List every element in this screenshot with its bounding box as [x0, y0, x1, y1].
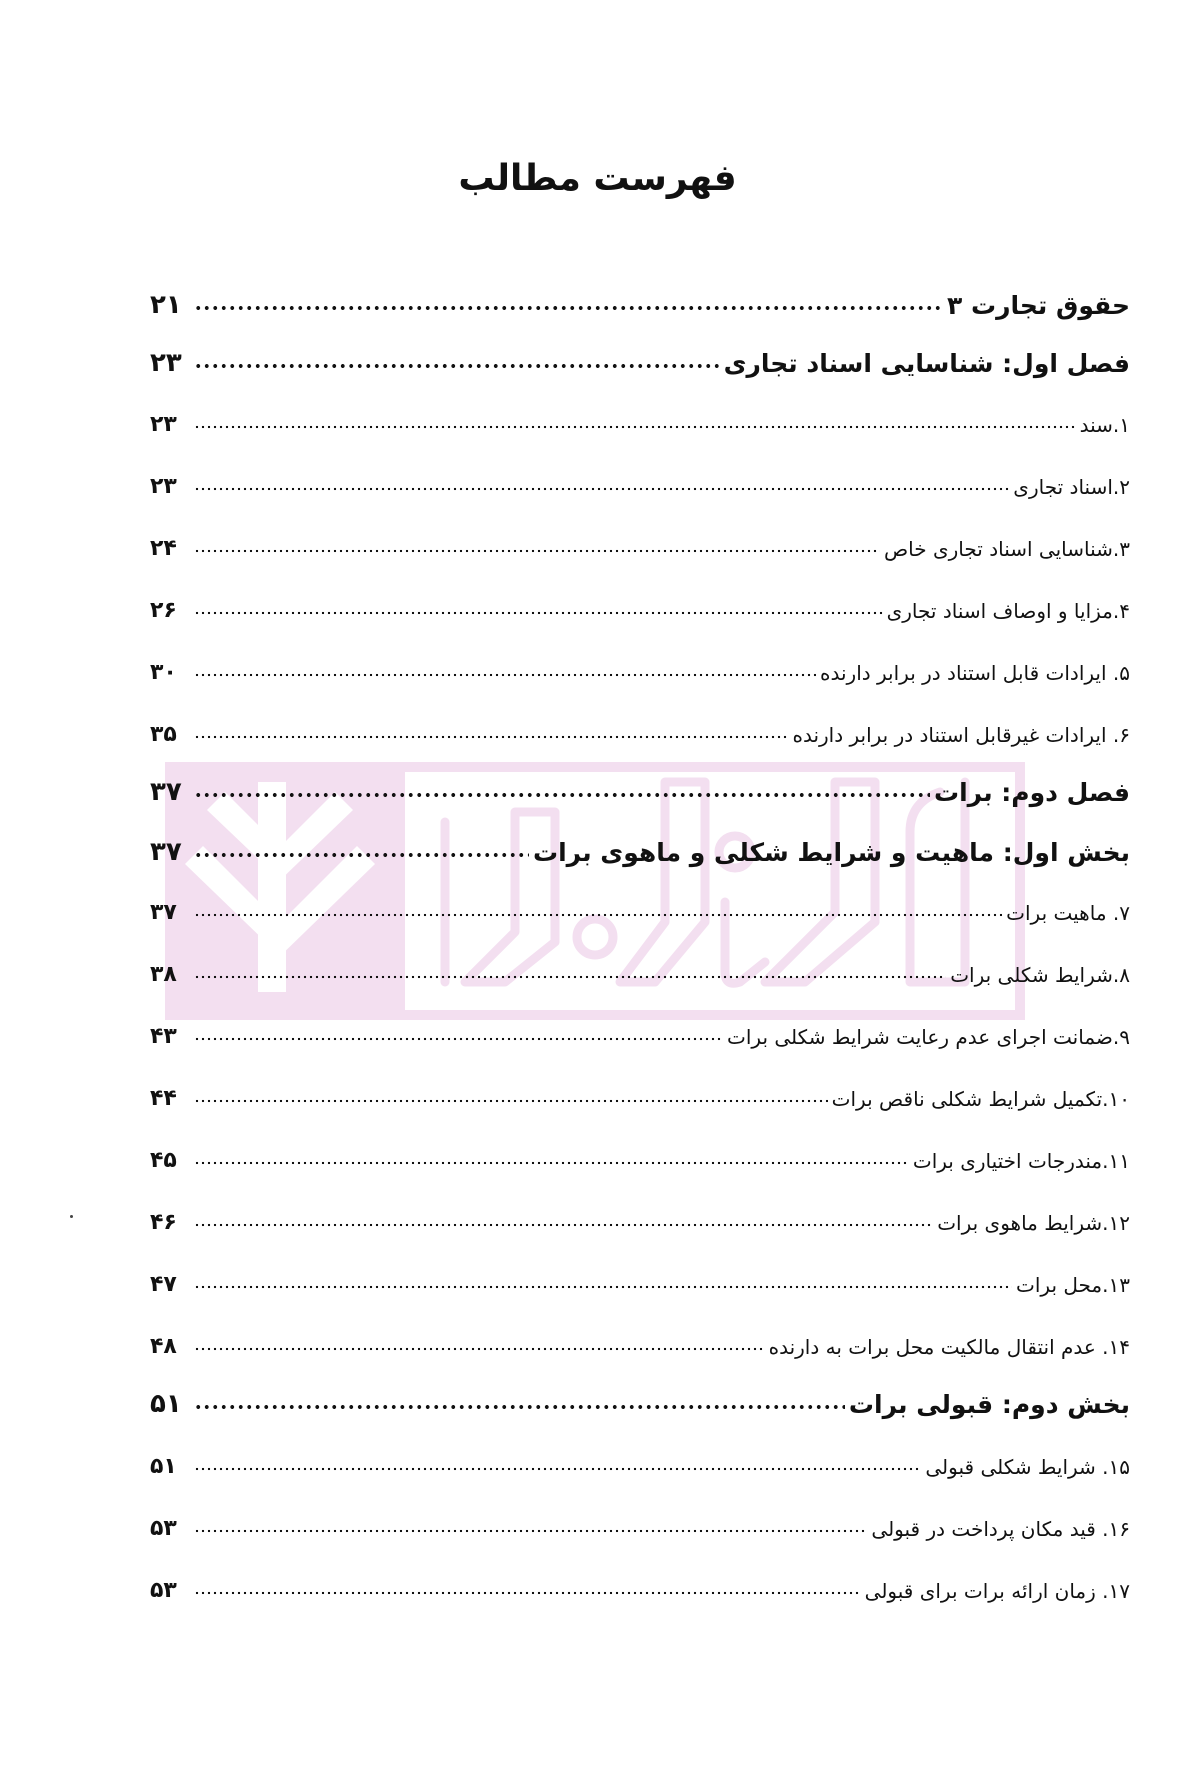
dot-leader [194, 1160, 909, 1166]
entry-title: ۱.سند [1079, 413, 1130, 437]
toc-entry[interactable] [150, 1257, 1130, 1297]
page-number: ۵۱ [150, 1454, 177, 1479]
page-number: ۳۷ [150, 900, 177, 925]
entry-title: ۱۴. عدم انتقال مالکیت محل برات به دارنده [768, 1335, 1130, 1359]
dot-leader [194, 672, 816, 678]
dot-leader [194, 974, 946, 980]
page-number: ۴۸ [150, 1334, 177, 1359]
entry-title: ۱۱.مندرجات اختیاری برات [912, 1149, 1130, 1173]
dot-leader [194, 304, 943, 312]
toc-entry[interactable] [150, 1501, 1130, 1541]
dot-leader [194, 1528, 867, 1534]
page-number: ۵۱ [150, 1389, 182, 1419]
page-number: ۲۳ [150, 412, 177, 437]
entry-title: ۷. ماهیت برات [1006, 901, 1130, 925]
dot-leader [194, 851, 529, 859]
entry-title: ۱۳.محل برات [1016, 1273, 1130, 1297]
entry-title: ۱۶. قید مکان پرداخت در قبولی [871, 1517, 1130, 1541]
entry-title: ۲.اسناد تجاری [1013, 475, 1130, 499]
page-number: ۲۴ [150, 536, 177, 561]
entry-title: ۱۷. زمان ارائه برات برای قبولی [864, 1579, 1130, 1603]
page-number: ۴۳ [150, 1024, 177, 1049]
page-number: ۳۵ [150, 722, 177, 747]
entry-title: بخش اول: ماهیت و شرایط شکلی و ماهوی برات [532, 838, 1130, 867]
dot-leader [194, 1466, 921, 1472]
toc-entry[interactable] [150, 947, 1130, 987]
dot-leader [194, 1590, 861, 1596]
entry-title: بخش دوم: قبولی برات [848, 1390, 1130, 1419]
entry-title: ۶. ایرادات غیرقابل استناد در برابر دارنده [792, 723, 1130, 747]
toc-entry[interactable] [150, 1563, 1130, 1603]
entry-title: حقوق تجارت ۳ [946, 291, 1130, 320]
dot-leader [194, 912, 1002, 918]
page-number: ۳۸ [150, 962, 177, 987]
toc-entry-main[interactable] [150, 827, 1130, 867]
dot-leader [194, 1403, 845, 1411]
entry-title: ۸.شرایط شکلی برات [950, 963, 1130, 987]
page-number: ۳۰ [150, 660, 177, 685]
toc-entry-main[interactable] [150, 338, 1130, 378]
page-number: ۳۷ [150, 837, 182, 867]
toc-entry[interactable] [150, 885, 1130, 925]
entry-title: فصل دوم: برات [933, 778, 1130, 807]
entry-title: ۳.شناسایی اسناد تجاری خاص [883, 537, 1130, 561]
dot-leader [194, 362, 720, 370]
page-number: ۴۶ [150, 1210, 177, 1235]
toc-entry[interactable] [150, 707, 1130, 747]
toc-entry-main[interactable] [150, 767, 1130, 807]
entry-title: ۹.ضمانت اجرای عدم رعایت شرایط شکلی برات [727, 1025, 1130, 1049]
page-number: ۲۳ [150, 348, 182, 378]
dot-leader [194, 424, 1076, 430]
toc-entry[interactable] [150, 645, 1130, 685]
page-number: ۵۳ [150, 1578, 177, 1603]
toc-entry[interactable] [150, 1319, 1130, 1359]
dot-leader [194, 1346, 765, 1352]
page-number: ۴۷ [150, 1272, 177, 1297]
dot-leader [194, 791, 930, 799]
page-number: ۳۷ [150, 777, 182, 807]
toc-entry-main[interactable] [150, 1379, 1130, 1419]
toc-entry[interactable] [150, 397, 1130, 437]
toc-entry[interactable] [150, 1071, 1130, 1111]
entry-title: ۵. ایرادات قابل استناد در برابر دارنده [820, 661, 1130, 685]
page-number: ۵۳ [150, 1516, 177, 1541]
entry-title: ۱۰.تکمیل شرایط شکلی ناقص برات [831, 1087, 1130, 1111]
dot-leader [194, 486, 1009, 492]
dot-leader [194, 548, 880, 554]
toc-entry[interactable] [150, 1009, 1130, 1049]
dot-leader [194, 610, 883, 616]
page-number: ۴۴ [150, 1086, 177, 1111]
toc-entry[interactable] [150, 583, 1130, 623]
toc-entry[interactable] [150, 1195, 1130, 1235]
dot-leader [194, 1284, 1012, 1290]
entry-title: ۱۵. شرایط شکلی قبولی [925, 1455, 1130, 1479]
page-title: فهرست مطالب [458, 158, 737, 199]
entry-title: فصل اول: شناسایی اسناد تجاری [723, 349, 1130, 378]
dot-leader [194, 734, 788, 740]
dot-leader [194, 1098, 828, 1104]
toc-entry-main[interactable] [150, 280, 1130, 320]
page-number: ۲۳ [150, 474, 177, 499]
dot-leader [194, 1036, 723, 1042]
page-number: ۲۶ [150, 598, 177, 623]
toc-entry[interactable] [150, 459, 1130, 499]
dot-leader [194, 1222, 933, 1228]
page-number: ۲۱ [150, 290, 182, 320]
toc-entry[interactable] [150, 521, 1130, 561]
entry-title: ۴.مزایا و اوصاف اسناد تجاری [886, 599, 1130, 623]
toc-entry[interactable] [150, 1133, 1130, 1173]
scan-speck [70, 1215, 73, 1218]
toc-entry[interactable] [150, 1439, 1130, 1479]
page-number: ۴۵ [150, 1148, 177, 1173]
entry-title: ۱۲.شرایط ماهوی برات [937, 1211, 1130, 1235]
